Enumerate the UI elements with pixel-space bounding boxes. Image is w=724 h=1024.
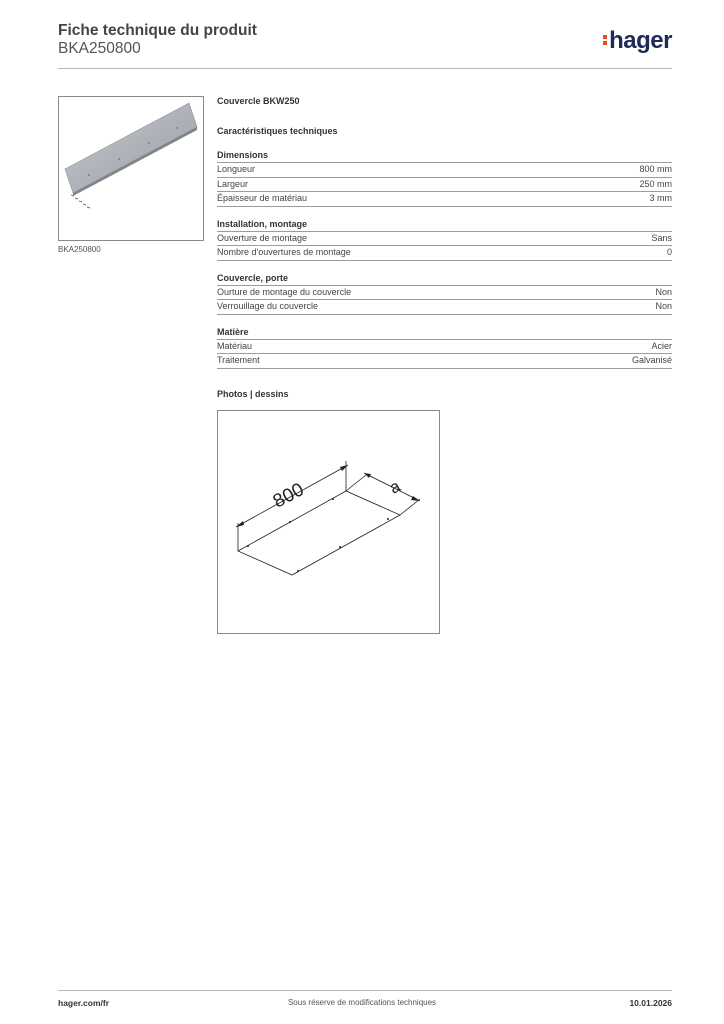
spec-group-material	[217, 327, 672, 369]
spec-label: Traitement	[217, 355, 260, 365]
spec-value: 3 mm	[649, 193, 672, 203]
spec-group-title: Dimensions	[217, 150, 672, 163]
spec-row	[217, 163, 672, 178]
spec-label: Verrouillage du couvercle	[217, 301, 319, 311]
spec-value: 0	[666, 247, 672, 257]
technical-specifications	[217, 96, 672, 399]
footer-website-link[interactable]: hager.com/fr	[58, 998, 110, 1008]
drawing-length-label: 800	[269, 479, 308, 513]
spec-row	[217, 232, 672, 247]
product-photo-caption: BKA250800	[58, 245, 101, 254]
spec-label: Nombre d'ouvertures de montage	[217, 247, 351, 257]
spec-group-title: Couvercle, porte	[217, 273, 672, 286]
spec-row	[217, 246, 672, 261]
product-reference: BKA250800	[58, 40, 141, 57]
drawing-width-label: a	[386, 476, 404, 498]
cover-plate-photo-icon	[59, 97, 203, 240]
footer-divider	[58, 990, 672, 991]
spec-label: Longueur	[217, 164, 256, 174]
specifications-heading: Caractéristiques techniques	[217, 126, 338, 136]
spec-label: Ouverture de montage	[217, 232, 308, 243]
spec-value: 800 mm	[639, 164, 672, 174]
spec-row	[217, 286, 672, 301]
footer-disclaimer: Sous réserve de modifications techniques	[287, 998, 437, 1007]
spec-value: Sans	[651, 232, 672, 243]
page-header	[58, 22, 672, 70]
spec-label: Épaisseur de matériau	[217, 193, 308, 203]
spec-group-title: Matière	[217, 327, 672, 340]
spec-row	[217, 340, 672, 355]
footer-date: 10.01.2026	[629, 998, 672, 1008]
spec-row	[217, 192, 672, 207]
header-divider	[58, 68, 672, 69]
document-title: Fiche technique du produit	[58, 22, 257, 39]
spec-row	[217, 300, 672, 315]
dimension-drawing	[217, 410, 440, 634]
spec-label: Matériau	[217, 340, 253, 351]
logo-dots-icon	[603, 33, 607, 47]
spec-group-cover	[217, 273, 672, 315]
product-photo	[58, 96, 204, 241]
photos-heading: Photos | dessins	[217, 388, 289, 399]
product-name: Couvercle BKW250	[217, 96, 300, 106]
spec-group-installation	[217, 219, 672, 261]
spec-row	[217, 354, 672, 369]
logo-text: hager	[609, 27, 672, 54]
spec-label: Ourture de montage du couvercle	[217, 286, 352, 297]
spec-row	[217, 178, 672, 193]
spec-value: Acier	[651, 340, 672, 351]
spec-value: Galvanisé	[631, 355, 672, 365]
spec-group-title: Installation, montage	[217, 219, 672, 232]
spec-group-dimensions	[217, 150, 672, 207]
spec-value: Non	[655, 301, 672, 311]
spec-value: 250 mm	[639, 178, 672, 189]
hager-logo	[603, 28, 672, 54]
cover-dimension-drawing-icon	[218, 411, 439, 633]
spec-label: Largeur	[217, 178, 249, 189]
spec-value: Non	[655, 286, 672, 297]
